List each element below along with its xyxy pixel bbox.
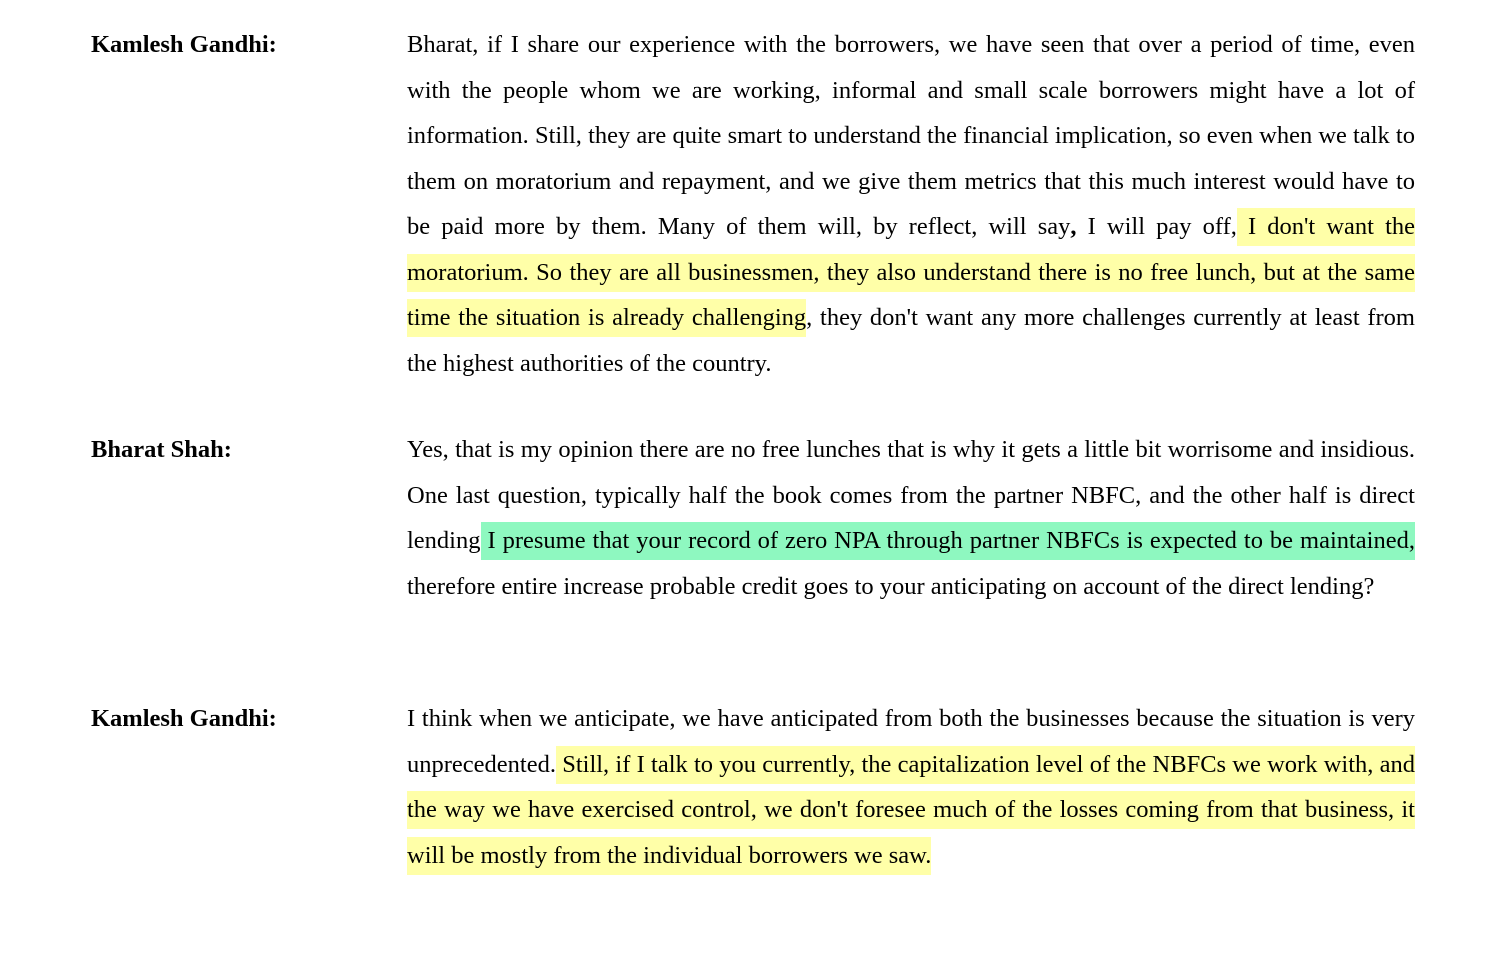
speech-segment-bold-comma: , (1070, 213, 1077, 240)
speaker-name: Kamlesh Gandhi: (91, 705, 277, 732)
speaker-name: Kamlesh Gandhi: (91, 31, 277, 58)
speech-segment: I will pay off, (1076, 213, 1237, 240)
speech-segment: , they don't want any more challenges currently at least from the highest authorities of the country. (407, 304, 1415, 377)
speech-text (407, 696, 1415, 878)
speech-text (407, 427, 1415, 609)
speaker-name: Bharat Shah: (91, 436, 232, 463)
speech-segment: Yes, that is my opinion there are no free lunches that is why it gets a little bit worrisome and insidious. One last question, typically half the book comes from the partner NBFC, and the other half is direct lending (407, 436, 1415, 554)
speech-text (407, 22, 1415, 386)
highlighted-text: I presume that your record of zero NPA through partner NBFCs is expected to be maintained, (481, 522, 1416, 560)
speech-segment: therefore entire increase probable credit goes to your anticipating on account of the direct lending? (407, 572, 1375, 600)
speech-segment: Bharat, if I share our experience with the borrowers, we have seen that over a period of time, even with the people whom we are working, informal and small scale borrowers might have a lot of information. Still, they are quite smart to understand the financial implication, so even when we talk to them on moratorium and repayment, and we give them metrics that this much interest would have to be paid more by them. Many of them will, by reflect, will say (407, 31, 1415, 240)
highlighted-text: Still, if I talk to you currently, the capitalization level of the NBFCs we work with, and the way we have exercised control, we don't foresee much of the losses coming from that business, it will be mostly from the individual borrowers we saw. (407, 746, 1415, 875)
highlighted-text: I don't want the moratorium. So they are all businessmen, they also understand there is no free lunch, but at the same time the situation is already challenging (407, 208, 1415, 337)
speech-segment: I think when we anticipate, we have anticipated from both the businesses because the situation is very unprecedented. (407, 705, 1415, 778)
